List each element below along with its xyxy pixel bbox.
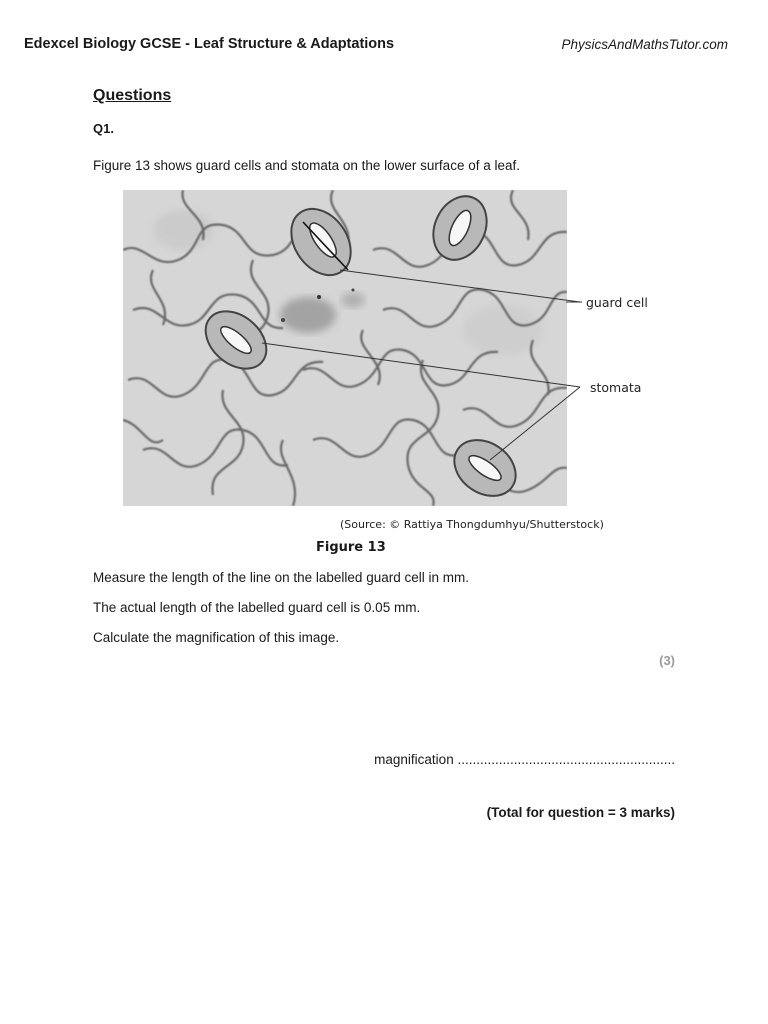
total-marks: (Total for question = 3 marks) <box>486 805 675 820</box>
question-number: Q1. <box>93 121 114 136</box>
leaf-micrograph <box>123 190 567 506</box>
instruction-actual-length: The actual length of the labelled guard cell is 0.05 mm. <box>93 600 421 615</box>
section-heading: Questions <box>93 87 172 104</box>
stomata-label: stomata <box>590 380 642 395</box>
document-title: Edexcel Biology GCSE - Leaf Structure & Adaptations <box>24 36 395 52</box>
image-source: (Source: © Rattiya Thongdumhyu/Shutterstock) <box>340 518 604 531</box>
instruction-measure: Measure the length of the line on the labelled guard cell in mm. <box>93 570 469 585</box>
magnification-answer-line[interactable]: magnification .......................................................... <box>374 752 675 767</box>
question-intro: Figure 13 shows guard cells and stomata on the lower surface of a leaf. <box>93 158 520 173</box>
marks-indicator: (3) <box>659 653 675 668</box>
guard-cell-label: guard cell <box>586 295 648 310</box>
instruction-calculate: Calculate the magnification of this image. <box>93 630 340 645</box>
figure-caption: Figure 13 <box>316 540 386 555</box>
site-name: PhysicsAndMathsTutor.com <box>561 37 728 52</box>
